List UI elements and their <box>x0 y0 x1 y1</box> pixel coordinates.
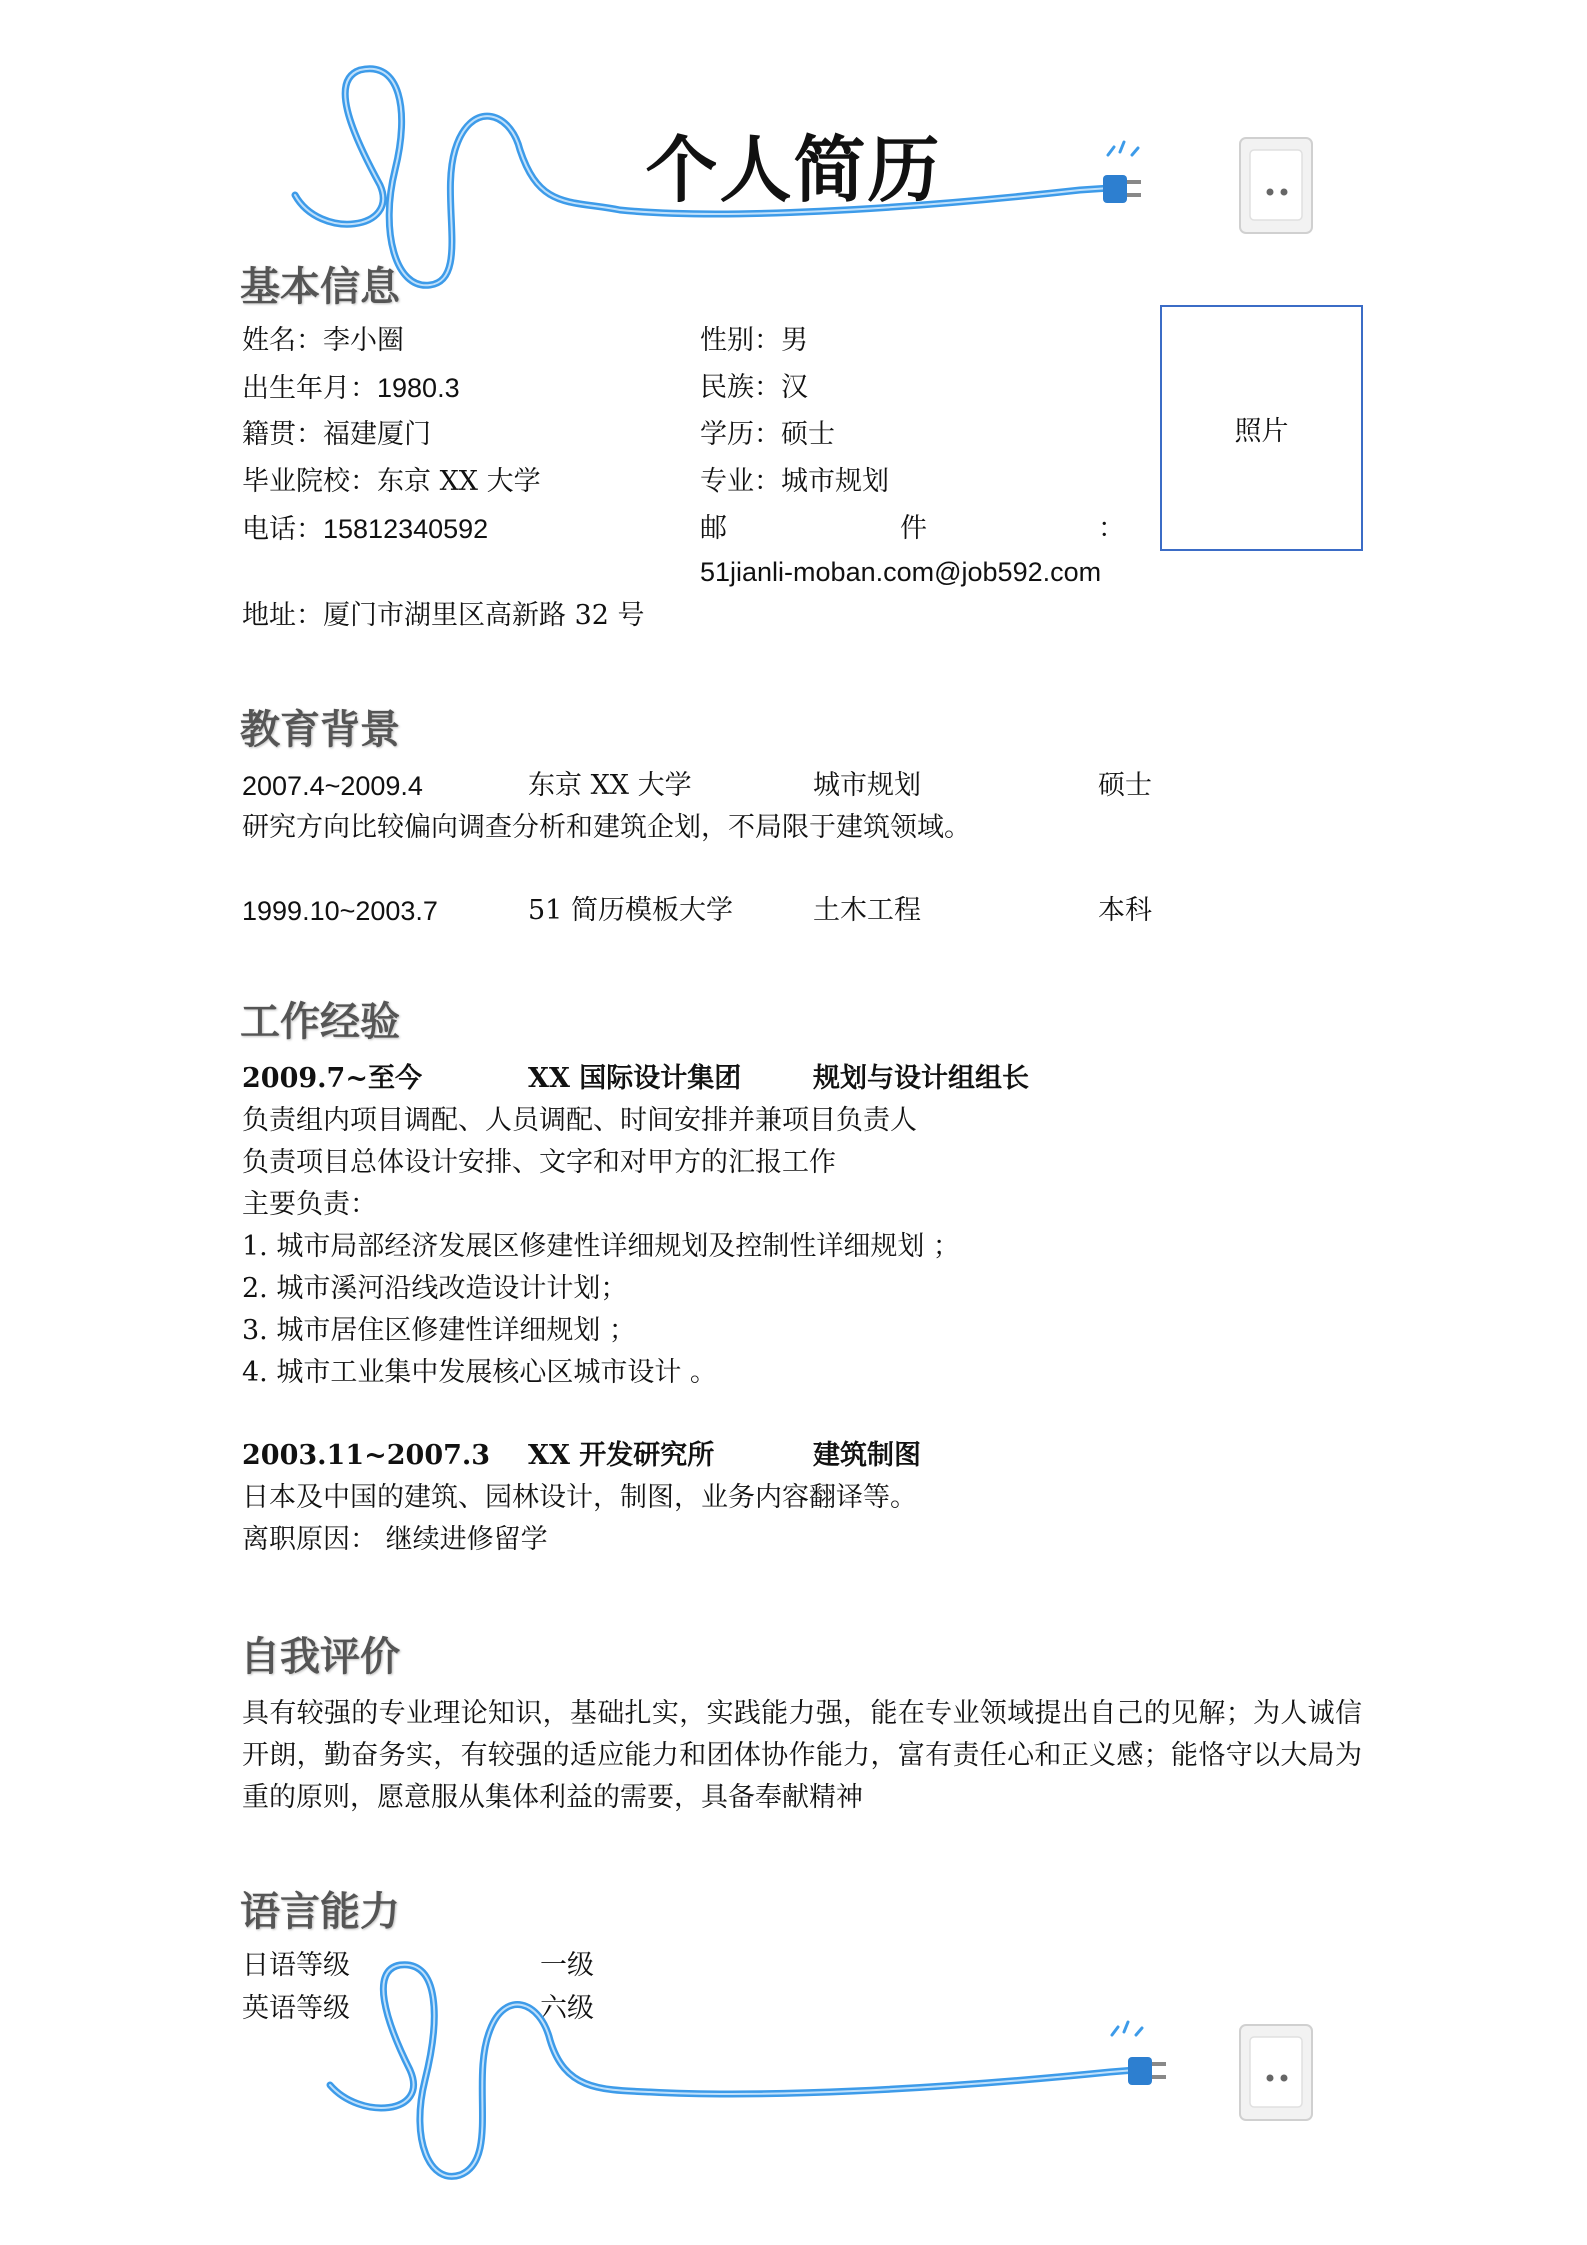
edu-1-note: 研究方向比较偏向调查分析和建筑企划，不局限于建筑领域。 <box>242 812 971 843</box>
degree-row: 学历：硕士 <box>700 419 835 450</box>
ethnicity-row: 民族：汉 <box>700 372 808 403</box>
work-1-item-1: 1. 城市局部经济发展区修建性详细规划及控制性详细规划 ； <box>242 1231 960 1262</box>
self-eval-text: 具有较强的专业理论知识，基础扎实，实践能力强，能在专业领域提出自己的见解；为人诚信开朗，勤奋务实，有较强的适应能力和团体协作能力，富有责任心和正义感；能恪守以大局为重的原则，愿意服从集体利益的需要，具备奉献精神 <box>242 1698 1362 1813</box>
name-row: 姓名：李小圈 <box>242 325 404 356</box>
edu-2-major: 土木工程 <box>813 895 921 926</box>
work-1-line-1: 负责组内项目调配、人员调配、时间安排并兼项目负责人 <box>242 1105 917 1136</box>
work-1-item-3: 3. 城市居住区修建性详细规划 ； <box>242 1315 636 1346</box>
lang-2-name: 英语等级 <box>242 1993 350 2024</box>
address-row: 地址：厦门市湖里区高新路 32 号 <box>242 600 645 631</box>
cable-plug-decoration-bottom <box>0 1960 1587 2200</box>
phone-row: 电话：15812340592 <box>242 514 489 545</box>
edu-1-school: 东京 XX 大学 <box>528 770 692 801</box>
section-title-language: 语言能力 <box>240 1889 400 1935</box>
gender-row: 性别：男 <box>700 325 808 356</box>
work-2-period: 2003.11~2007.3 <box>242 1440 491 1471</box>
major-row: 专业：城市规划 <box>700 466 889 497</box>
work-1-item-2: 2. 城市溪河沿线改造设计计划； <box>242 1273 628 1304</box>
lang-2-level: 六级 <box>540 1993 594 2024</box>
edu-1-period: 2007.4~2009.4 <box>242 771 423 801</box>
school-row: 毕业院校：东京 XX 大学 <box>242 466 541 497</box>
edu-2-school: 51 简历模板大学 <box>528 895 733 926</box>
lang-1-level: 一级 <box>540 1950 594 1981</box>
edu-1-major: 城市规划 <box>813 770 921 801</box>
edu-2-period: 1999.10~2003.7 <box>242 896 438 926</box>
photo-placeholder <box>1160 305 1363 551</box>
work-2-position: 建筑制图 <box>813 1440 921 1471</box>
email-label-2: 件 <box>900 513 927 544</box>
edu-1-degree: 硕士 <box>1098 770 1152 801</box>
page-title: 个人简历 <box>645 127 942 212</box>
edu-2-degree: 本科 <box>1098 895 1152 926</box>
section-title-education: 教育背景 <box>240 707 400 753</box>
work-2-line-1: 日本及中国的建筑、园林设计，制图，业务内容翻译等。 <box>242 1482 917 1513</box>
email-value: 51jianli-moban.com@job592.com <box>700 557 1102 587</box>
work-1-line-2: 负责项目总体设计安排、文字和对甲方的汇报工作 <box>242 1147 836 1178</box>
work-2-company: XX 开发研究所 <box>528 1440 715 1471</box>
hometown-row: 籍贯：福建厦门 <box>242 419 431 450</box>
work-1-line-3: 主要负责： <box>242 1189 377 1220</box>
photo-label: 照片 <box>1234 415 1289 447</box>
section-title-basic: 基本信息 <box>240 264 400 310</box>
work-1-company: XX 国际设计集团 <box>528 1063 742 1094</box>
work-2-line-2: 离职原因： 继续进修留学 <box>242 1524 548 1555</box>
cable-plug-icon <box>330 1965 1166 2177</box>
email-label-1: 邮 <box>700 513 727 544</box>
section-title-work: 工作经验 <box>240 999 400 1045</box>
section-title-self: 自我评价 <box>240 1634 400 1680</box>
work-1-period: 2009.7~至今 <box>242 1063 422 1094</box>
wall-socket-icon <box>1240 2025 1312 2120</box>
lang-1-name: 日语等级 <box>242 1950 350 1981</box>
work-1-position: 规划与设计组组长 <box>813 1063 1029 1094</box>
birth-row: 出生年月：1980.3 <box>242 373 460 404</box>
email-label-3: ： <box>1098 513 1125 544</box>
work-1-item-4: 4. 城市工业集中发展核心区城市设计 。 <box>242 1357 717 1388</box>
